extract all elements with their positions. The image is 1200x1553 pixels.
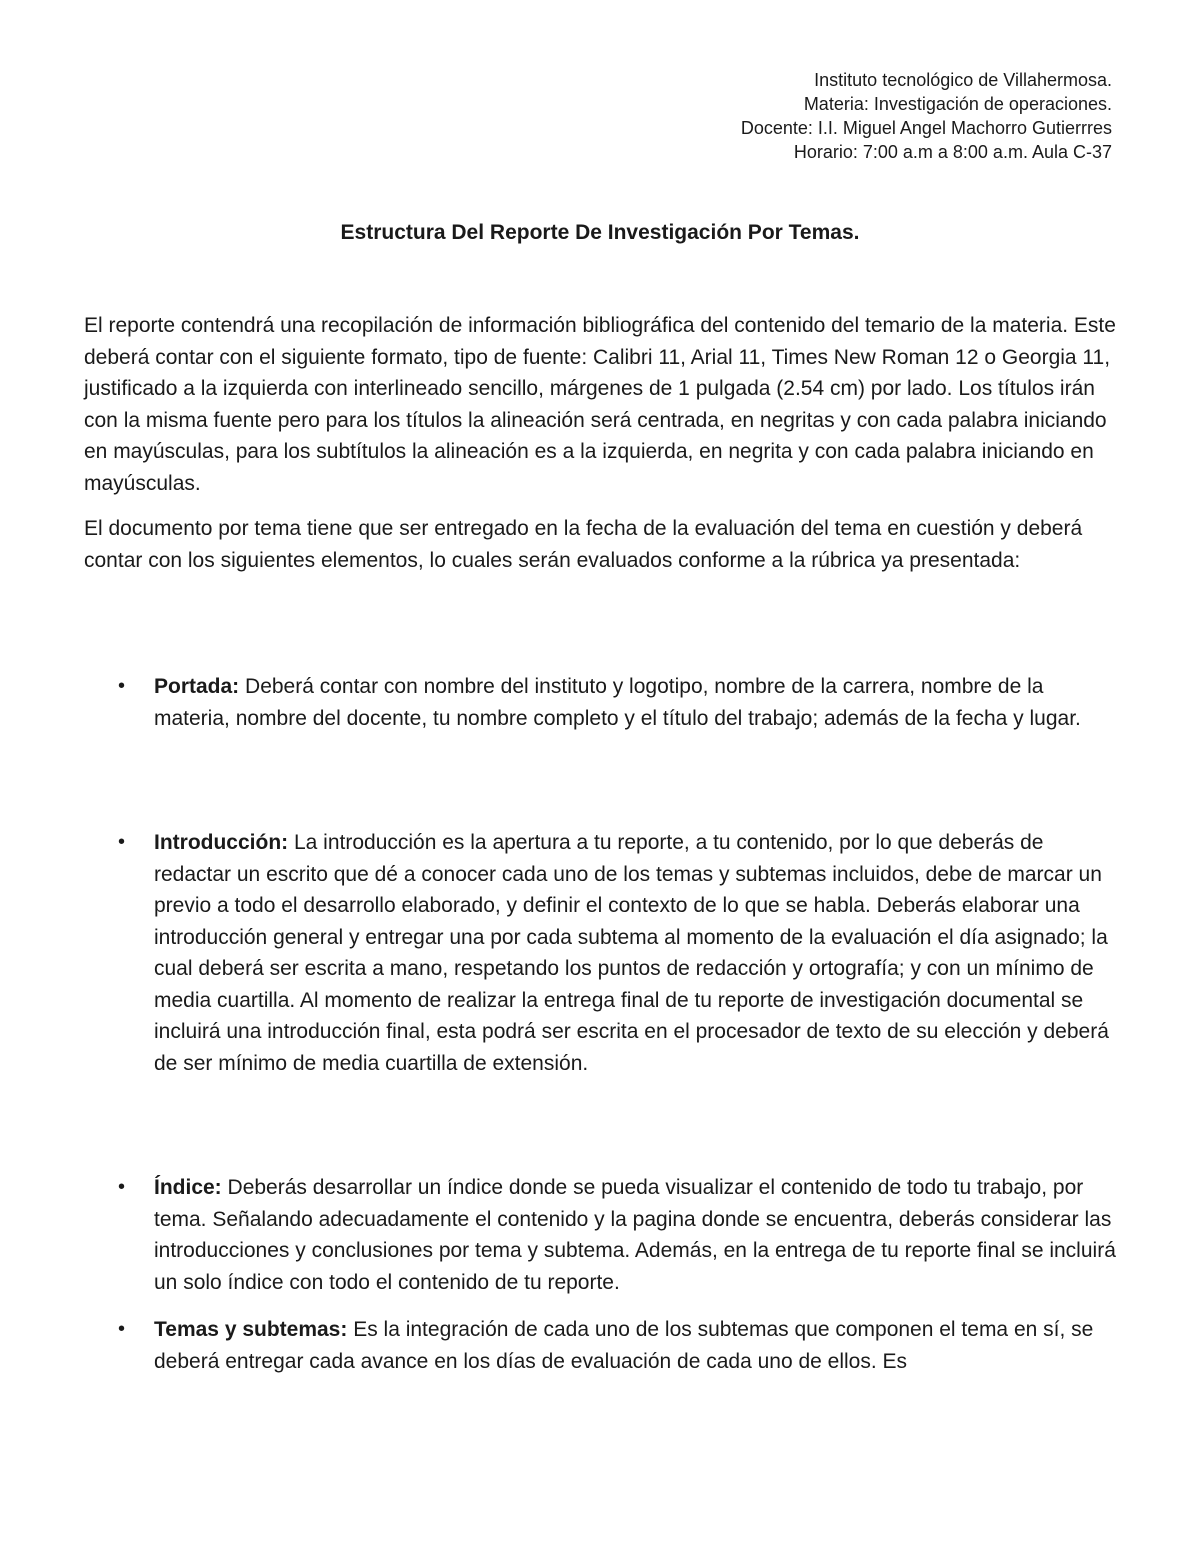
bullet-icon: •: [118, 831, 126, 853]
list-item-text: [154, 671, 1120, 734]
teacher-name: Docente: I.I. Miguel Angel Machorro Gutierrres: [740, 118, 1112, 138]
institute-name: Instituto tecnológico de Villahermosa.: [814, 70, 1112, 90]
list-item-temas-subtemas: [84, 1314, 1120, 1377]
list-item-text: [154, 827, 1120, 1079]
list-item-label: Temas y subtemas:: [154, 1318, 348, 1341]
paragraph-format: El reporte contendrá una recopilación de información bibliográfica del contenido del temario de la materia. Este deberá contar con el siguiente formato, tipo de fuente: Calibri 11, Arial 11, Times New Roman 12 o Georgia 11, justificado a la izquierda con interlineado sencillo, márgenes de 1 pulgada (2.54 cm) por lado. Los títulos irán con la misma fuente pero para los títulos la alineación será centrada, en negritas y con cada palabra iniciando en mayúsculas, para los subtítulos la alineación es a la izquierda, en negrita y con cada palabra iniciando en mayúsculas.: [84, 314, 1116, 495]
bullet-icon: •: [118, 1176, 126, 1198]
list-item-text: [154, 1172, 1120, 1298]
list-item-body: La introducción es la apertura a tu reporte, a tu contenido, por lo que deberás de redactar un escrito que dé a conocer cada uno de los temas y subtemas incluidos, debe de marcar un previo a todo el desarrollo elaborado, y definir el contexto de lo que se habla. Deberás elaborar una introducción general y entregar una por cada subtema al momento de la evaluación el día asignado; la cual deberá ser escrita a mano, respetando los puntos de redacción y ortografía; y con un mínimo de media cuartilla. Al momento de realizar la entrega final de tu reporte de investigación documental se incluirá una introducción final, esta podrá ser escrita en el procesador de texto de su elección y deberá de ser mínimo de media cuartilla de extensión.: [154, 831, 1109, 1075]
list-item-body: Es la integración de cada uno de los subtemas que componen el tema en sí, se deberá entregar cada avance en los días de evaluación de cada uno de ellos. Es: [154, 1318, 1094, 1373]
list-item-text: [154, 1314, 1120, 1377]
paragraph-delivery: El documento por tema tiene que ser entregado en la fecha de la evaluación del tema en cuestión y deberá contar con los siguientes elementos, lo cuales serán evaluados conforme a la rúbrica ya presentada:: [84, 517, 1083, 572]
list-item-label: Portada:: [154, 675, 240, 698]
schedule: Horario: 7:00 a.m a 8:00 a.m. Aula C-37: [793, 142, 1112, 162]
list-item-label: Índice:: [154, 1176, 222, 1199]
subject-name: Materia: Investigación de operaciones.: [803, 94, 1112, 114]
list-item-introduccion: [84, 827, 1120, 1079]
list-item-body: Deberá contar con nombre del instituto y logotipo, nombre de la carrera, nombre de la materia, nombre del docente, tu nombre completo y el título del trabajo; además de la fecha y lugar.: [154, 675, 1081, 730]
bullet-icon: •: [118, 1318, 126, 1340]
list-item-body: Deberás desarrollar un índice donde se pueda visualizar el contenido de todo tu trabajo, por tema. Señalando adecuadamente el contenido y la pagina donde se encuentra, deberás considerar las introducciones y conclusiones por tema y subtema. Además, en la entrega de tu reporte final se incluirá un solo índice con todo el contenido de tu reporte.: [154, 1176, 1116, 1294]
bullet-icon: •: [118, 675, 126, 697]
list-item-indice: [84, 1172, 1120, 1298]
list-item-label: Introducción:: [154, 831, 289, 854]
list-item-portada: [84, 671, 1120, 734]
document-header: [741, 68, 1112, 164]
document-title: Estructura Del Reporte De Investigación Por Temas.: [340, 221, 860, 244]
